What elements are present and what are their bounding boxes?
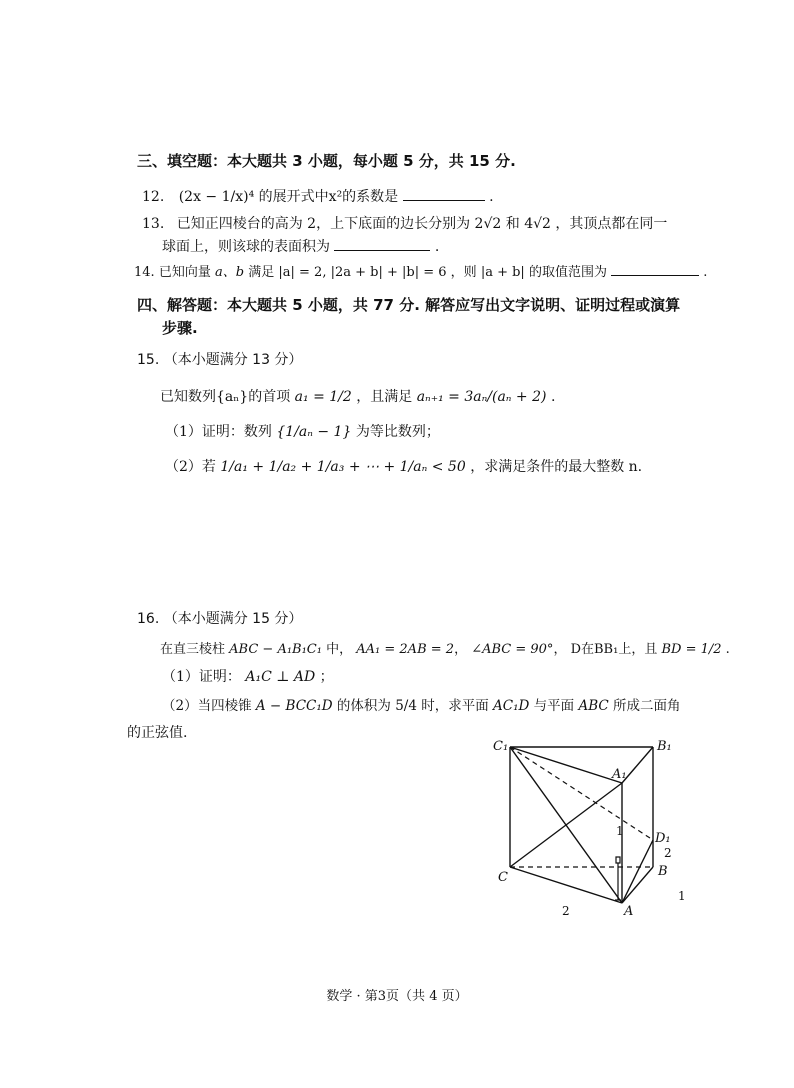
question-text: ； (319, 669, 334, 685)
prism-name: ABC − A₁B₁C₁ (229, 642, 322, 657)
prism-figure (490, 735, 690, 920)
label-c: C (498, 870, 508, 885)
label-a1: A₁ (612, 767, 627, 782)
angle-condition: ∠ABC = 90° (471, 642, 554, 657)
question-number: 12. (142, 189, 165, 205)
question-text: ，求满足条件的最大整数 n. (470, 459, 643, 475)
edge-length-top: 2√2 (474, 216, 502, 232)
part-label: （1）证明：数列 (165, 424, 272, 440)
plane-two: ABC (578, 698, 609, 714)
question-14: 14. 已知向量 a、b 满足 |a| = 2, |2a + b| + |b| = 6 ，则 |a + b| 的取值范围为 . (134, 265, 708, 280)
question-15-header: 15. （本小题满分 13 分） (137, 352, 303, 368)
edge-a1b1 (622, 747, 653, 783)
question-text: 已知正四棱台的高为 2，上下底面的边长分别为 (176, 216, 471, 232)
question-text: 所成二面角 (613, 698, 681, 714)
question-text: 为等比数列； (355, 424, 440, 440)
answer-blank (611, 263, 699, 276)
plane-one: AC₁D (493, 698, 530, 714)
pyramid-name: A − BCC₁D (255, 698, 333, 714)
question-16-part-2 (162, 694, 681, 714)
label-c1: C₁ (493, 739, 509, 754)
point-condition: D在BB₁上，且 (570, 642, 658, 657)
sequence-expression: {1/aₙ − 1} (276, 424, 352, 440)
period: . (489, 189, 494, 205)
label-d1: D₁ (655, 831, 671, 846)
segment-a1c (510, 783, 622, 867)
answer-blank (403, 188, 485, 201)
question-text: ，且满足 (356, 389, 413, 405)
recurrence: aₙ₊₁ = 3aₙ/(aₙ + 2) (416, 389, 547, 405)
period: . (703, 265, 708, 280)
question-text: 已知向量 (158, 265, 211, 280)
label-a: A (624, 904, 634, 919)
section-four-heading-cont: 步骤. (162, 319, 198, 337)
section-four-heading: 四、解答题：本大题共 5 小题，共 77 分. 解答应写出文字说明、证明过程或演算 (137, 296, 681, 314)
question-text: 中， (326, 642, 353, 657)
question-text: 与平面 (533, 698, 575, 714)
handwritten-1b: 1 (678, 889, 686, 903)
question-16-part-1 (162, 666, 334, 686)
condition-magnitude: |a| = 2 (278, 265, 323, 280)
question-text: 满足 (248, 265, 275, 280)
question-text: 的展开式中x²的系数是 (258, 189, 399, 205)
edge-ca (510, 867, 622, 903)
first-term: a₁ = 1/2 (294, 389, 352, 405)
part-label: （2）当四棱锥 (162, 698, 252, 714)
question-text: 和 (505, 216, 520, 232)
handwritten-2b: 2 (562, 904, 570, 918)
part-label: （1）证明： (162, 669, 241, 685)
section-three-heading: 三、填空题：本大题共 3 小题，每小题 5 分，共 15 分. (137, 152, 516, 170)
question-text: 已知数列{aₙ}的首项 (160, 389, 291, 405)
volume-value: 5/4 (395, 698, 417, 714)
question-15-stem (160, 386, 555, 406)
binomial-expression: (2x − 1/x)⁴ (178, 189, 255, 205)
target-expression: |a + b| (480, 265, 525, 280)
label-b1: B₁ (657, 739, 672, 754)
sum-inequality: 1/a₁ + 1/a₂ + 1/a₃ + ⋯ + 1/aₙ < 50 (220, 459, 466, 475)
period: . (434, 239, 440, 255)
period: . (725, 642, 730, 657)
question-text: 的取值范围为 (528, 265, 607, 280)
hidden-segment-c1d (510, 747, 653, 840)
edge-c1a1 (510, 747, 622, 783)
question-12 (142, 186, 494, 206)
question-text: ，则 (450, 265, 477, 280)
perpendicular-claim: A₁C ⊥ AD (245, 669, 316, 685)
edge-length-bottom: 4√2 (524, 216, 551, 232)
question-16-stem: 在直三棱柱 ABC − A₁B₁C₁ 中， AA₁ = 2AB = 2， ∠ABC = 90°， D在BB₁上，且 BD = 1/2 . (160, 642, 730, 657)
question-15-part-1 (165, 421, 440, 441)
question-number: 13. (142, 216, 165, 232)
condition-sum: |2a + b| + |b| = 6 (330, 265, 447, 280)
handwritten-2: 2 (664, 846, 672, 860)
question-number: 14. (134, 265, 155, 280)
handwritten-mark (616, 857, 620, 863)
question-text: 球面上，则该球的表面积为 (162, 239, 330, 255)
page-footer: 数学 · 第3页（共 4 页） (326, 989, 468, 1004)
question-text: 的体积为 (336, 698, 391, 714)
handwritten-1: 1 (616, 824, 624, 838)
question-15-part-2 (165, 456, 642, 476)
edge-condition: AA₁ = 2AB = 2 (356, 642, 455, 657)
question-text: ，其顶点都在同一 (555, 216, 668, 232)
question-13-line-1 (142, 213, 667, 233)
vector-variables: a、b (214, 265, 245, 280)
question-16-header: 16. （本小题满分 15 分） (137, 611, 303, 627)
question-text: 在直三棱柱 (160, 642, 226, 657)
period: . (550, 389, 556, 405)
answer-blank (334, 238, 430, 251)
question-13-line-2 (162, 236, 439, 256)
question-16-part-2-cont: 的正弦值. (127, 725, 188, 741)
question-text: 时，求平面 (421, 698, 489, 714)
bd-length: BD = 1/2 (661, 642, 722, 657)
part-label: （2）若 (165, 459, 216, 475)
label-b: B (658, 864, 668, 879)
